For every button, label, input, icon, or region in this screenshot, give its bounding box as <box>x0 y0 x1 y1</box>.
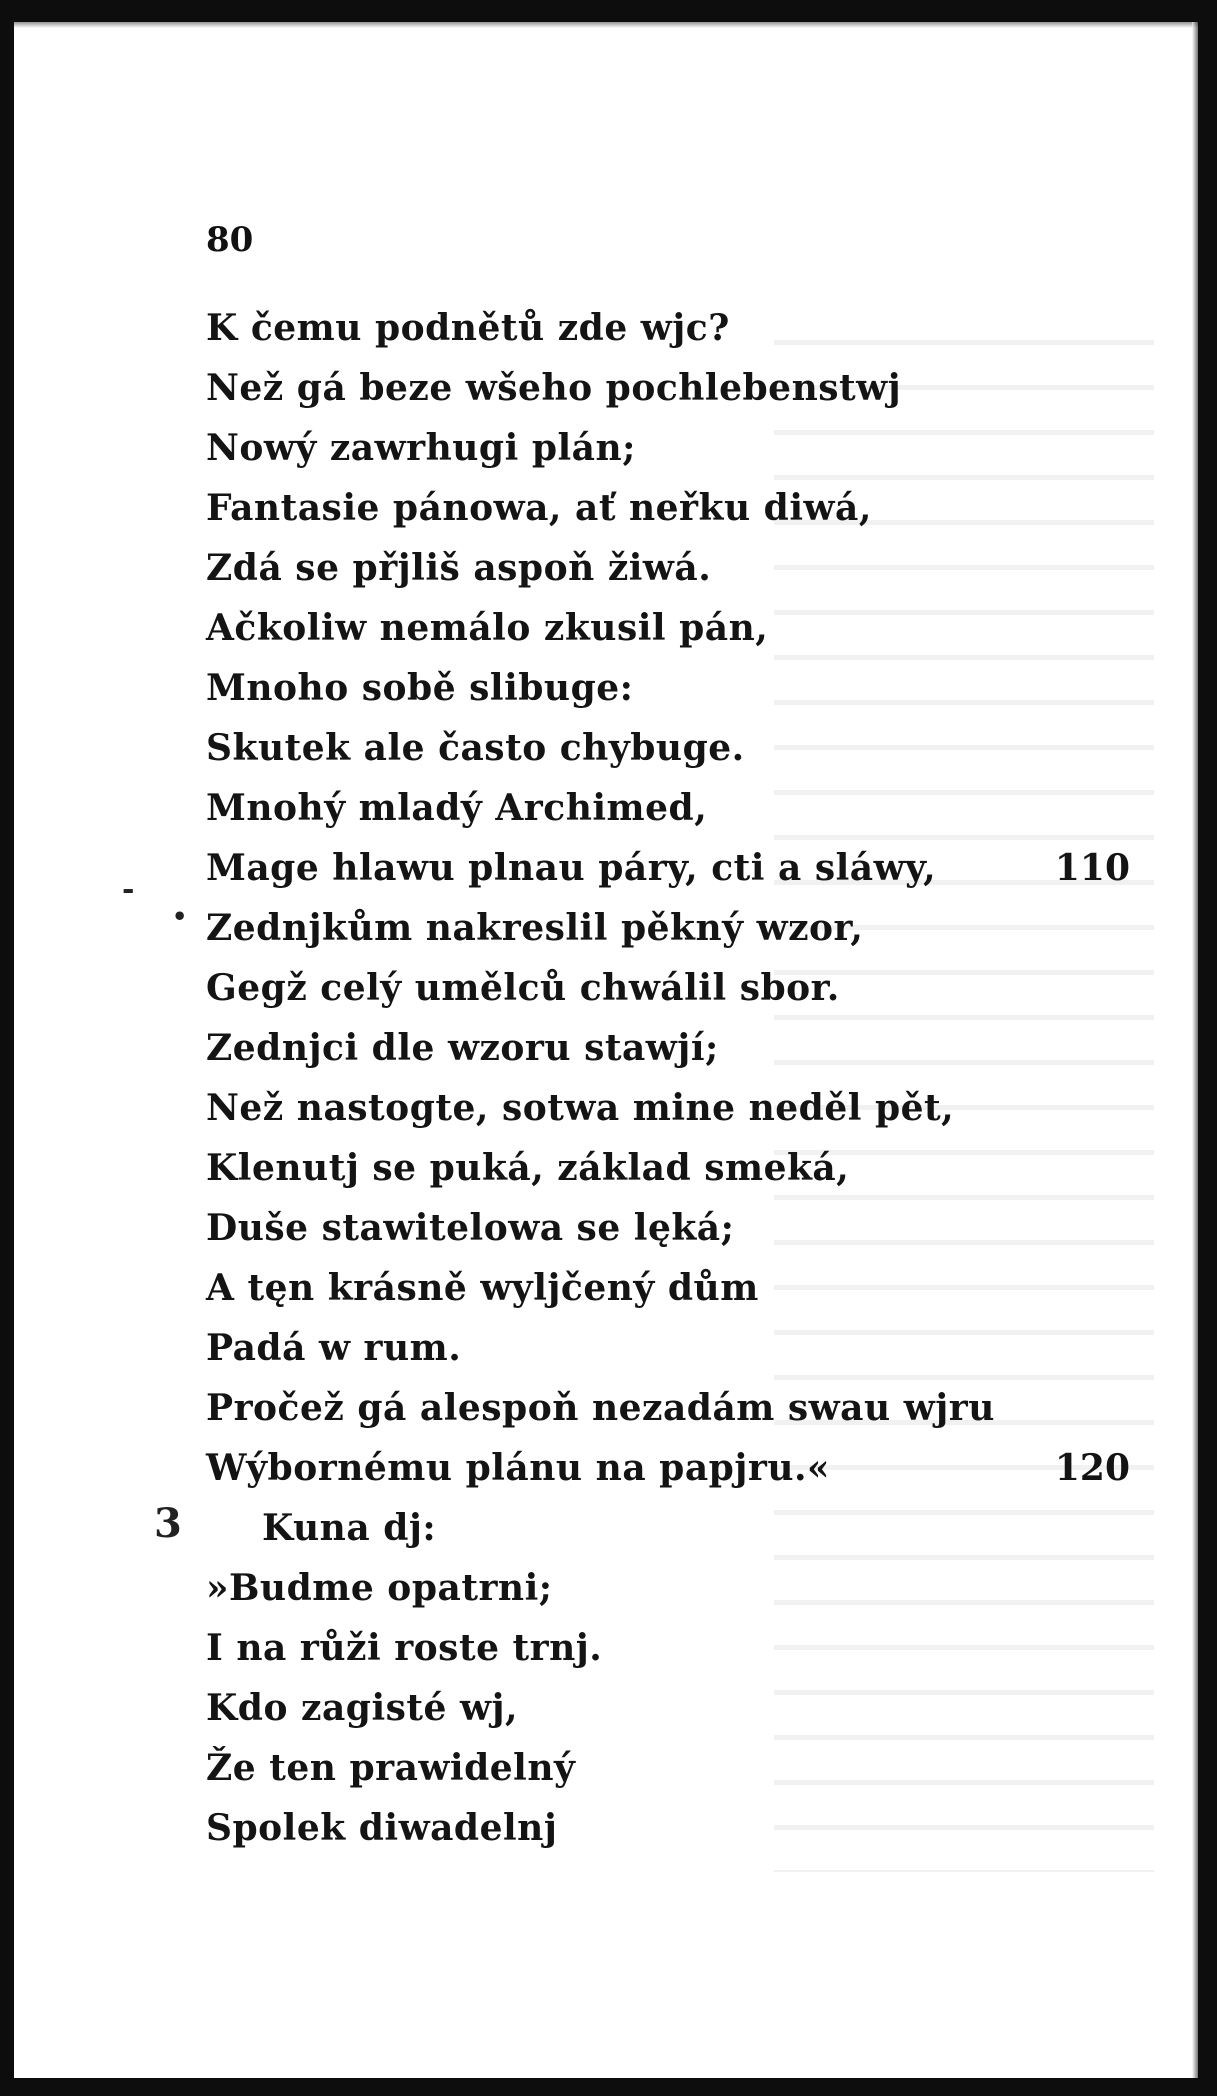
margin-mark: • <box>172 902 188 931</box>
verse-line: Fantasie pánowa, ať neřku diwá, <box>206 487 872 529</box>
verse-line: Zednjci dle wzoru stawjí; <box>206 1027 719 1069</box>
line-number: 110 <box>1054 847 1130 889</box>
verse-line: Kdo zagisté wj, <box>206 1687 519 1729</box>
verse-line: Ačkoliw nemálo zkusil pán, <box>206 607 769 649</box>
page-edge-shadow <box>1192 22 1198 2078</box>
verse-line: K čemu podnětů zde wjc? <box>206 307 730 349</box>
verse-line: Klenutj se puká, základ smeká, <box>206 1147 850 1189</box>
page-number: 80 <box>206 220 254 260</box>
verse-line: A tęn krásně wyljčený dům <box>206 1267 759 1309</box>
verse-line: »Budme opatrni; <box>206 1567 553 1609</box>
speaker-line: Kuna dj: <box>262 1507 437 1549</box>
verse-line: Gegž celý umělců chwálil sbor. <box>206 967 840 1009</box>
book-page <box>14 22 1198 2078</box>
verse-line: Mnoho sobě slibuge: <box>206 667 634 709</box>
verse-line: Wýbornému plánu na papjru.« <box>206 1447 831 1489</box>
verse-line: Spolek diwadelnj <box>206 1807 558 1849</box>
verse-line: Nowý zawrhugi plán; <box>206 427 636 469</box>
verse-line: I na růži roste trnj. <box>206 1627 603 1669</box>
verse-line: Zednjkům nakreslil pěkný wzor, <box>206 907 864 949</box>
verse-line: Než gá beze wšeho pochlebenstwj <box>206 367 902 409</box>
margin-mark: 3 <box>154 1500 182 1547</box>
margin-mark: - <box>122 872 135 907</box>
verse-line: Zdá se přjliš aspoň žiwá. <box>206 547 712 589</box>
verse-line: Pročež gá alespoň nezadám swau wjru <box>206 1387 995 1429</box>
verse-line: Skutek ale často chybuge. <box>206 727 745 769</box>
verse-line: Padá w rum. <box>206 1327 462 1369</box>
verse-line: Než nastogte, sotwa mine neděl pět, <box>206 1087 955 1129</box>
verse-line: Duše stawitelowa se lęká; <box>206 1207 735 1249</box>
line-number: 120 <box>1054 1447 1130 1489</box>
verse-line: Že ten prawidelný <box>206 1747 576 1789</box>
verse-line: Mage hlawu plnau páry, cti a sláwy, <box>206 847 937 889</box>
verse-line: Mnohý mladý Archimed, <box>206 787 708 829</box>
